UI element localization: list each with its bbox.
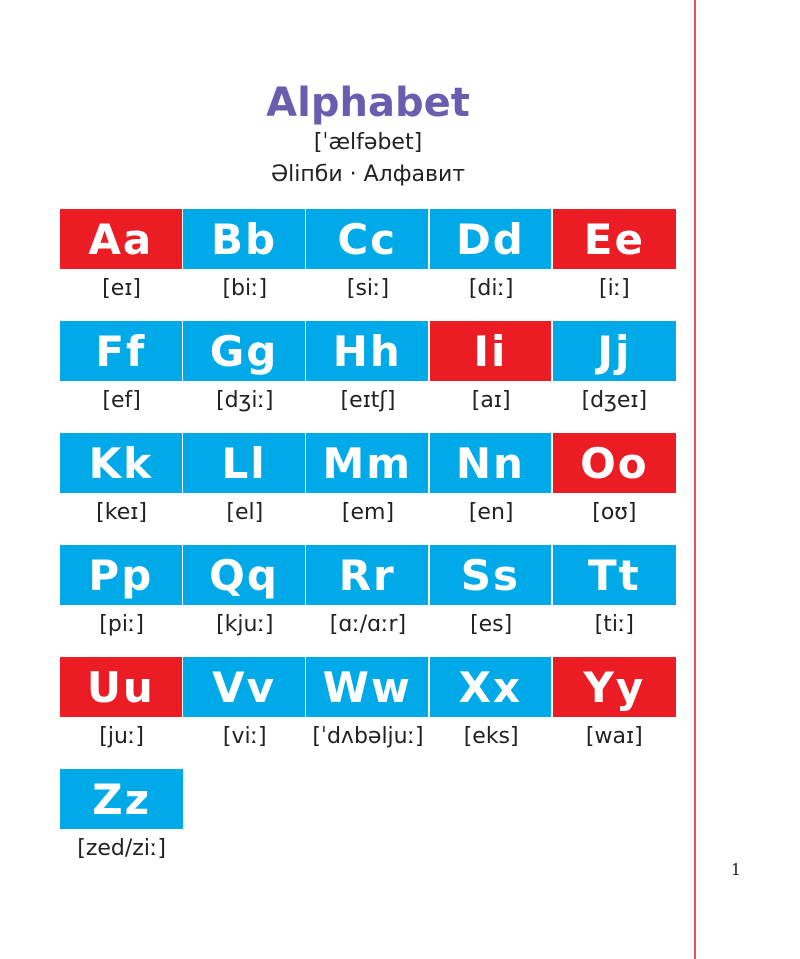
letter-card — [430, 657, 553, 769]
letter-tile: Ii — [430, 321, 552, 381]
letter-ipa: [aɪ] — [471, 388, 511, 413]
letter-card — [306, 209, 429, 321]
letter-ipa: [keɪ] — [96, 500, 148, 525]
letter-ipa: [ef] — [102, 388, 141, 413]
letter-ipa: [waɪ] — [585, 724, 643, 749]
letter-tile: Yy — [553, 657, 676, 717]
letter-tile: Ee — [553, 209, 676, 269]
letter-tile: Qq — [183, 545, 305, 605]
letter-tile: Kk — [60, 433, 182, 493]
page-title: Alphabet — [266, 80, 470, 126]
letter-card — [183, 545, 306, 657]
letter-tile: Uu — [60, 657, 182, 717]
title-translation: Əlіпби · Алфавит — [270, 162, 466, 187]
letter-tile: Jj — [553, 321, 676, 381]
letter-card — [553, 433, 676, 545]
letter-ipa: [en] — [468, 500, 514, 525]
letter-card — [60, 209, 183, 321]
letter-tile: Bb — [183, 209, 305, 269]
letter-ipa: [tiː] — [594, 612, 634, 637]
letter-tile: Pp — [60, 545, 182, 605]
letter-tile: Ff — [60, 321, 182, 381]
letter-card — [430, 209, 553, 321]
letter-card — [306, 321, 429, 433]
letter-card — [430, 545, 553, 657]
letter-ipa: [ɑː/ɑːr] — [329, 612, 407, 637]
letter-tile: Cc — [306, 209, 428, 269]
letter-card — [183, 209, 306, 321]
letter-ipa: [diː] — [468, 276, 514, 301]
letter-card — [60, 657, 183, 769]
letter-ipa: [biː] — [222, 276, 268, 301]
letter-tile: Aa — [60, 209, 182, 269]
alphabet-row — [60, 209, 676, 321]
letter-card — [183, 433, 306, 545]
page-number: 1 — [730, 860, 742, 879]
letter-ipa: [ˈdʌbəljuː] — [312, 724, 424, 749]
letter-card — [60, 433, 183, 545]
letter-tile: Ll — [183, 433, 305, 493]
letter-card — [430, 433, 553, 545]
alphabet-row — [60, 545, 676, 657]
letter-tile: Mm — [306, 433, 428, 493]
letter-ipa: [viː] — [222, 724, 267, 749]
alphabet-row — [60, 657, 676, 769]
letter-tile: Vv — [183, 657, 305, 717]
letter-tile: Rr — [306, 545, 428, 605]
letter-ipa: [em] — [341, 500, 395, 525]
page-margin-line — [694, 0, 696, 959]
letter-tile: Ww — [306, 657, 428, 717]
alphabet-grid — [60, 209, 676, 881]
letter-ipa: [zed/ziː] — [77, 836, 166, 861]
letter-tile: Gg — [183, 321, 305, 381]
title-transcription: [ˈælfəbet] — [313, 130, 423, 155]
alphabet-row — [60, 433, 676, 545]
letter-card — [183, 321, 306, 433]
letter-card — [553, 209, 676, 321]
letter-card — [60, 545, 183, 657]
letter-card — [553, 545, 676, 657]
letter-card — [306, 433, 429, 545]
letter-ipa: [el] — [226, 500, 264, 525]
letter-card — [430, 321, 553, 433]
letter-ipa: [eɪ] — [102, 276, 142, 301]
letter-tile: Nn — [430, 433, 552, 493]
letter-ipa: [kjuː] — [216, 612, 274, 637]
letter-tile: Tt — [553, 545, 676, 605]
letter-ipa: [siː] — [346, 276, 390, 301]
letter-card — [306, 657, 429, 769]
letter-card — [60, 769, 183, 881]
letter-ipa: [piː] — [99, 612, 144, 637]
letter-tile: Ss — [430, 545, 552, 605]
letter-card — [60, 321, 183, 433]
letter-ipa: [dʒeɪ] — [581, 388, 648, 413]
alphabet-row — [60, 321, 676, 433]
letter-tile: Zz — [60, 769, 183, 829]
letter-card — [553, 657, 676, 769]
letter-ipa: [juː] — [99, 724, 144, 749]
letter-card — [183, 657, 306, 769]
letter-card — [306, 545, 429, 657]
letter-ipa: [eɪtʃ] — [340, 388, 396, 413]
letter-ipa: [eks] — [463, 724, 519, 749]
letter-ipa: [dʒiː] — [216, 388, 274, 413]
alphabet-row — [60, 769, 676, 881]
letter-tile: Oo — [553, 433, 676, 493]
letter-tile: Dd — [430, 209, 552, 269]
letter-card — [553, 321, 676, 433]
letter-tile: Hh — [306, 321, 428, 381]
letter-ipa: [es] — [470, 612, 513, 637]
letter-tile: Xx — [430, 657, 552, 717]
letter-ipa: [oʊ] — [592, 500, 637, 525]
letter-ipa: [iː] — [598, 276, 630, 301]
